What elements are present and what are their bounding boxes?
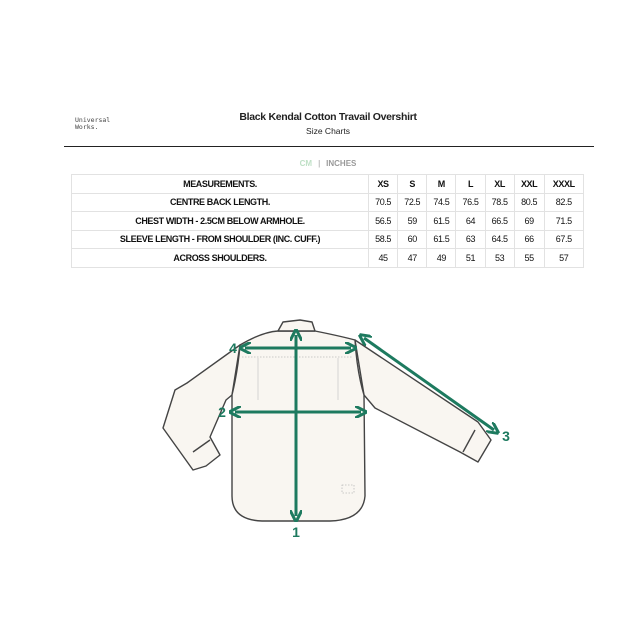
label-1: 1 (292, 524, 300, 540)
table-cell: 70.5 (369, 193, 398, 212)
table-cell: 57 (544, 249, 583, 268)
shirt-illustration (163, 320, 491, 521)
table-cell: 69 (514, 212, 544, 231)
unit-separator: | (318, 159, 321, 168)
page-subtitle: Size Charts (306, 126, 350, 136)
label-4: 4 (229, 340, 237, 356)
header-cell: S (398, 175, 427, 194)
table-cell: 72.5 (398, 193, 427, 212)
table-cell: 71.5 (544, 212, 583, 231)
table-cell: 59 (398, 212, 427, 231)
table-cell: 47 (398, 249, 427, 268)
brand-line-2: Works. (75, 123, 99, 131)
table-cell: 80.5 (514, 193, 544, 212)
header-cell: MEASUREMENTS. (72, 175, 369, 194)
table-cell: 55 (514, 249, 544, 268)
label-2: 2 (218, 404, 226, 420)
table-cell: 67.5 (544, 230, 583, 249)
measurement-label: CHEST WIDTH - 2.5CM BELOW ARMHOLE. (72, 212, 369, 231)
header-cell: XXXL (544, 175, 583, 194)
header-cell: XS (369, 175, 398, 194)
measurement-label: ACROSS SHOULDERS. (72, 249, 369, 268)
brand-line-1: Universal (75, 116, 111, 124)
table-cell: 64 (456, 212, 485, 231)
label-3: 3 (502, 428, 510, 444)
table-cell: 76.5 (456, 193, 485, 212)
measurement-label: SLEEVE LENGTH - FROM SHOULDER (INC. CUFF.) (72, 230, 369, 249)
table-cell: 53 (485, 249, 514, 268)
page-title: Black Kendal Cotton Travail Overshirt (239, 111, 417, 123)
table-cell: 82.5 (544, 193, 583, 212)
table-cell: 74.5 (427, 193, 456, 212)
table-cell: 56.5 (369, 212, 398, 231)
table-cell: 51 (456, 249, 485, 268)
header-cell: XXL (514, 175, 544, 194)
unit-inches-button[interactable]: INCHES (326, 159, 357, 168)
table-cell: 61.5 (427, 212, 456, 231)
table-cell: 49 (427, 249, 456, 268)
table-cell: 66 (514, 230, 544, 249)
header-cell: L (456, 175, 485, 194)
table-cell: 60 (398, 230, 427, 249)
header-cell: XL (485, 175, 514, 194)
table-cell: 61.5 (427, 230, 456, 249)
table-cell: 58.5 (369, 230, 398, 249)
measurement-label: CENTRE BACK LENGTH. (72, 193, 369, 212)
table-cell: 63 (456, 230, 485, 249)
table-cell: 64.5 (485, 230, 514, 249)
table-cell: 78.5 (485, 193, 514, 212)
table-cell: 66.5 (485, 212, 514, 231)
header-cell: M (427, 175, 456, 194)
unit-cm-button[interactable]: CM (299, 159, 313, 168)
table-cell: 45 (369, 249, 398, 268)
